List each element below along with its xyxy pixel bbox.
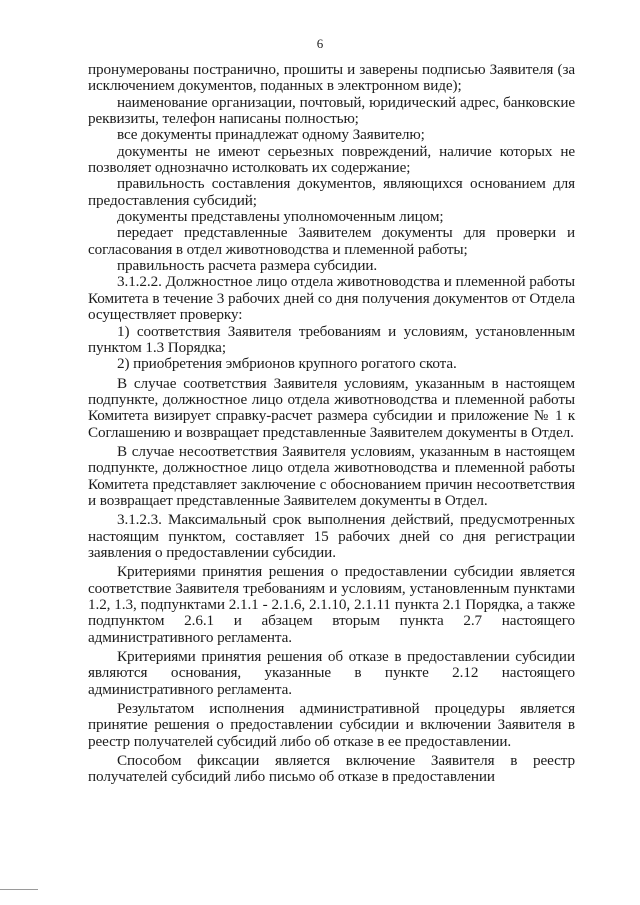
paragraph: документы представлены уполномоченным лицом; — [117, 208, 444, 226]
paragraph: Критериями принятия решения об отказе в предоставлении субсидии являются основания, указанные в пункте 2.12 настоящего административного регламента. — [88, 648, 575, 698]
paragraph: Результатом исполнения административной процедуры является принятие решения о предоставлении субсидии и включении Заявителя в реестр получателей субсидий либо об отказе в ее предоставлении. — [88, 700, 575, 750]
paragraph: пронумерованы постранично, прошиты и заверены подписью Заявителя (за исключением документов, поданных в электронном виде); — [88, 61, 575, 95]
paragraph: передает представленные Заявителем документы для проверки и согласования в отдел животноводства и племенной работы; — [88, 224, 575, 258]
paragraph: В случае соответствия Заявителя условиям, указанным в настоящем подпункте, должностное лицо отдела животноводства и племенной работы Комитета визирует справку-расчет размера субсидии и приложение № 1 к Соглашению и возвращает представленные Заявителем документы в Отдел. — [88, 374, 575, 441]
paragraph: 3.1.2.2. Должностное лицо отдела животноводства и племенной работы Комитета в течение 3 рабочих дней со дня получения документов от Отдела осуществляет проверку: — [88, 273, 575, 324]
page-edge-mark — [0, 889, 38, 890]
paragraph: документы не имеют серьезных повреждений, наличие которых не позволяет однозначно истолковать их содержание; — [88, 142, 575, 177]
document-body — [88, 62, 575, 786]
paragraph: правильность составления документов, являющихся основанием для предоставления субсидий; — [88, 175, 575, 209]
paragraph: Критериями принятия решения о предоставлении субсидии является соответствие Заявителя требованиям и условиям, установленным пунктами 1.2, 1.3, подпунктами 2.1.1 - 2.1.6, 2.1.10, 2.1.11 пункта 2.1 Порядка, а также подпунктом 2.6.1 и абзацем вторым пункта 2.7 настоящего административного регламента. — [88, 563, 575, 646]
paragraph: В случае несоответствия Заявителя условиям, указанным в настоящем подпункте, должностное лицо отдела животноводства и племенной работы Комитета представляет заключение с обоснованием причин несоответствия и возвращает представленные Заявителем документы в Отдел. — [88, 442, 575, 509]
paragraph: 3.1.2.3. Максимальный срок выполнения действий, предусмотренных настоящим пунктом, составляет 15 рабочих дней со дня регистрации заявления о предоставлении субсидии. — [88, 511, 575, 561]
paragraph: наименование организации, почтовый, юридический адрес, банковские реквизиты, телефон написаны полностью; — [88, 93, 575, 128]
page-number: 6 — [316, 36, 324, 51]
paragraph: Способом фиксации является включение Заявителя в реестр получателей субсидий либо письмо об отказе в предоставлении — [88, 752, 575, 786]
paragraph: 1) соответствия Заявителя требованиям и условиям, установленным пунктом 1.3 Порядка; — [88, 322, 575, 356]
paragraph: 2) приобретения эмбрионов крупного рогатого скота. — [117, 355, 457, 373]
paragraph: все документы принадлежат одному Заявителю; — [117, 126, 425, 144]
paragraph: правильность расчета размера субсидии. — [117, 257, 378, 275]
